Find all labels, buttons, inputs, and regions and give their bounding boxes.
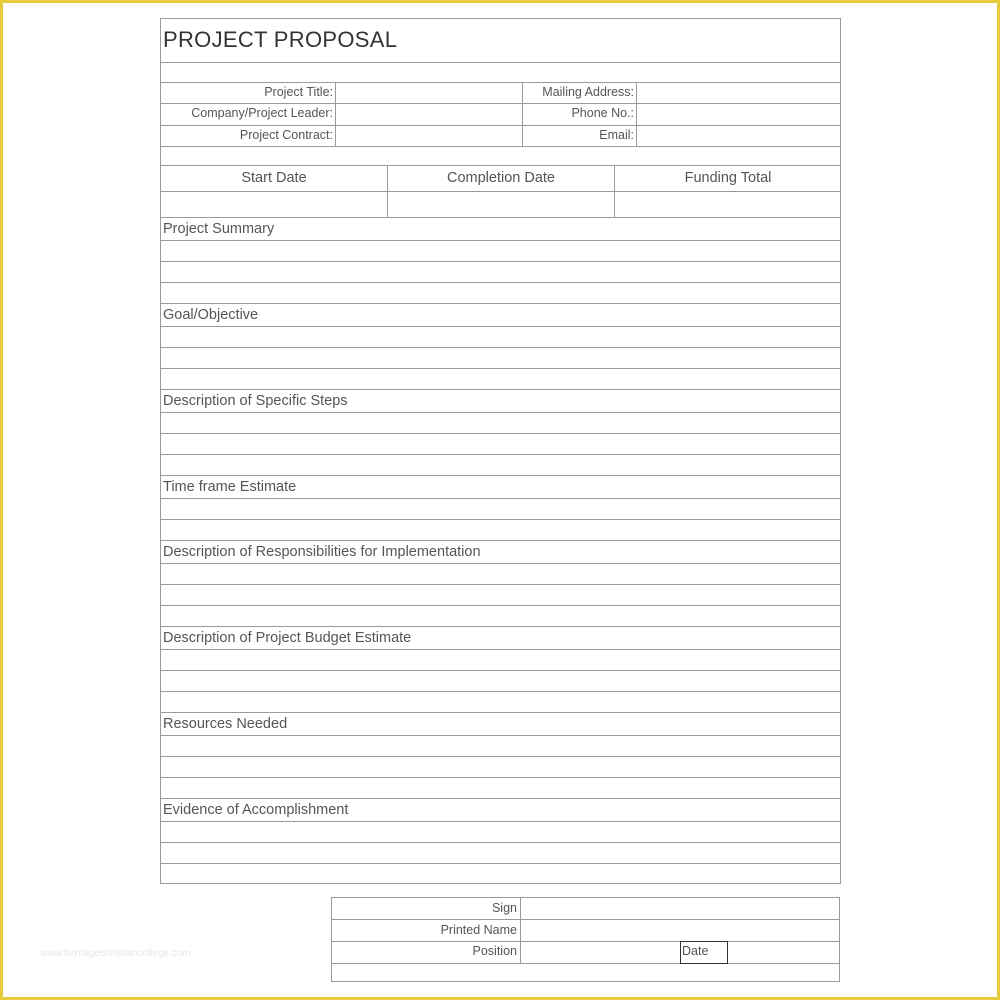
divider	[161, 670, 840, 671]
divider	[161, 412, 840, 413]
section-specific-steps: Description of Specific Steps	[163, 393, 348, 409]
section-budget-estimate: Description of Project Budget Estimate	[163, 630, 412, 646]
position-field[interactable]	[522, 942, 678, 962]
project-title-label: Project Title:	[264, 85, 333, 99]
section-evidence: Evidence of Accomplishment	[163, 802, 349, 818]
divider	[161, 454, 840, 455]
divider	[161, 649, 840, 650]
divider	[335, 82, 336, 146]
divider	[161, 261, 840, 262]
divider	[161, 62, 840, 63]
divider	[520, 898, 521, 963]
mailing-address-field[interactable]	[638, 83, 840, 103]
divider	[161, 326, 840, 327]
divider	[161, 240, 840, 241]
leader-field[interactable]	[337, 104, 521, 124]
printed-name-field[interactable]	[522, 920, 838, 940]
section-goal-objective: Goal/Objective	[163, 307, 259, 323]
divider	[161, 735, 840, 736]
contract-field[interactable]	[337, 126, 521, 145]
form-title: PROJECT PROPOSAL	[163, 27, 398, 52]
divider	[161, 605, 840, 606]
divider	[161, 777, 840, 778]
section-responsibilities: Description of Responsibilities for Implementation	[163, 544, 481, 560]
date-label: Date	[682, 944, 709, 958]
printed-name-label: Printed Name	[440, 923, 517, 937]
funding-total-field[interactable]	[615, 192, 841, 216]
watermark-text: www.heritagechristiancollege.com	[40, 948, 191, 959]
divider	[161, 584, 840, 585]
start-date-field[interactable]	[161, 192, 387, 216]
section-time-frame: Time frame Estimate	[163, 479, 297, 495]
divider	[161, 146, 840, 147]
completion-date-header: Completion Date	[447, 170, 555, 186]
contract-label: Project Contract:	[239, 128, 333, 142]
email-label: Email:	[599, 128, 634, 142]
divider	[161, 756, 840, 757]
divider	[161, 498, 840, 499]
position-label: Position	[472, 944, 517, 958]
divider	[161, 842, 840, 843]
divider	[161, 821, 840, 822]
sign-field[interactable]	[522, 899, 838, 918]
section-resources: Resources Needed	[163, 716, 288, 732]
divider	[161, 303, 840, 304]
divider	[161, 282, 840, 283]
completion-date-field[interactable]	[388, 192, 614, 216]
start-date-header: Start Date	[241, 170, 307, 186]
divider	[161, 368, 840, 369]
divider	[161, 519, 840, 520]
divider	[161, 347, 840, 348]
divider	[332, 963, 839, 964]
mailing-address-label: Mailing Address:	[542, 85, 634, 99]
email-field[interactable]	[638, 126, 840, 145]
phone-label: Phone No.:	[571, 106, 634, 120]
date-box[interactable]	[680, 941, 728, 964]
proposal-form	[160, 18, 841, 884]
funding-total-header: Funding Total	[684, 170, 772, 186]
phone-field[interactable]	[638, 104, 840, 124]
sign-label: Sign	[491, 901, 517, 915]
divider	[161, 863, 840, 864]
divider	[161, 563, 840, 564]
project-title-field[interactable]	[337, 83, 521, 103]
divider	[161, 691, 840, 692]
section-project-summary: Project Summary	[163, 221, 275, 237]
divider	[636, 82, 637, 146]
signature-block	[331, 897, 840, 982]
leader-label: Company/Project Leader:	[191, 106, 333, 120]
divider	[161, 433, 840, 434]
